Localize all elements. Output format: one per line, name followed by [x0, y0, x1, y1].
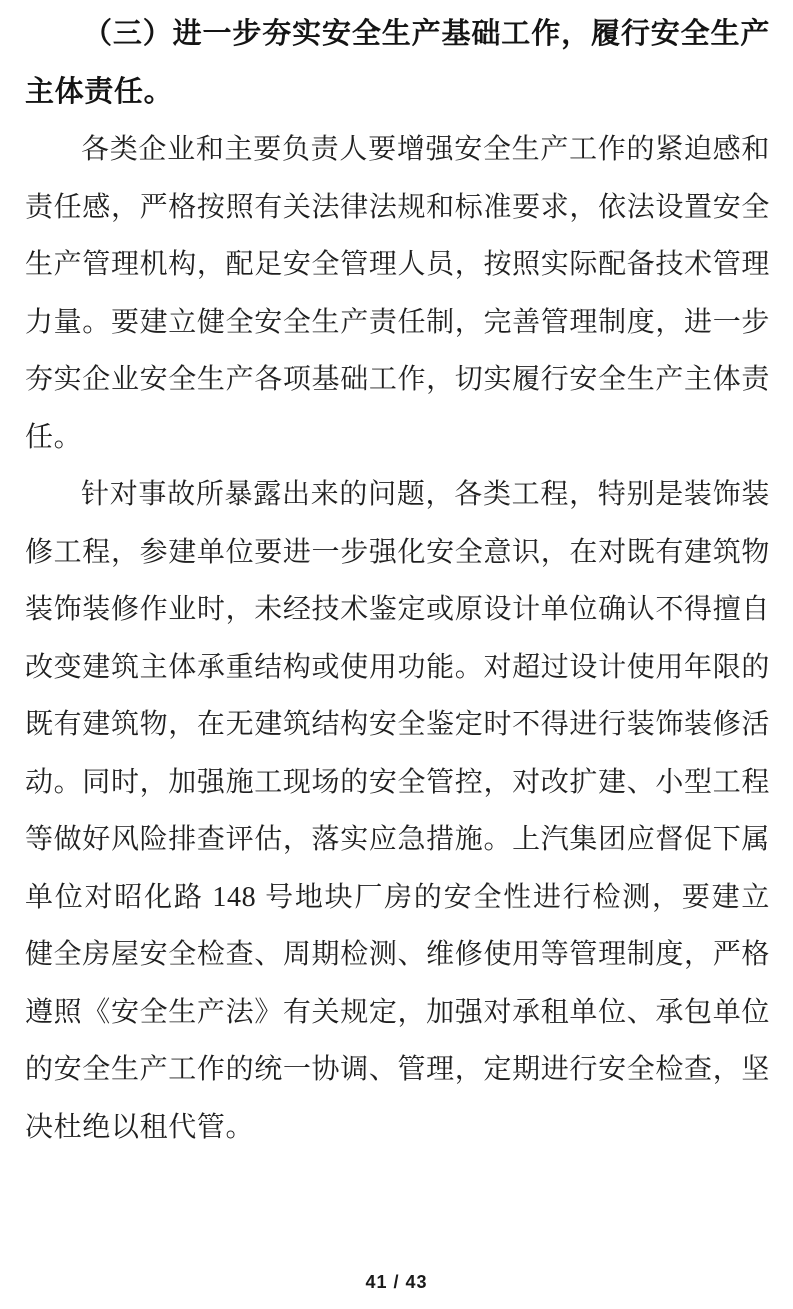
document-body: [25, 6, 770, 1156]
body-paragraph-2: 针对事故所暴露出来的问题，各类工程，特别是装饰装修工程，参建单位要进一步强化安全意识，在对既有建筑物装饰装修作业时，未经技术鉴定或原设计单位确认不得擅自改变建筑主体承重结构或使用功能。对超过设计使用年限的既有建筑物，在无建筑结构安全鉴定时不得进行装饰装修活动。同时，加强施工现场的安全管控，对改扩建、小型工程等做好风险排查评估，落实应急措施。上汽集团应督促下属单位对昭化路 148 号地块厂房的安全性进行检测，要建立健全房屋安全检查、周期检测、维修使用等管理制度，严格遵照《安全生产法》有关规定，加强对承租单位、承包单位的安全生产工作的统一协调、管理，定期进行安全检查，坚决杜绝以租代管。: [25, 479, 770, 1143]
section-heading: （三）进一步夯实安全生产基础工作，履行安全生产主体责任。: [25, 18, 770, 108]
page-number: 41 / 43: [365, 1272, 428, 1292]
body-paragraph-1: 各类企业和主要负责人要增强安全生产工作的紧迫感和责任感，严格按照有关法律法规和标准要求，依法设置安全生产管理机构，配足安全管理人员，按照实际配备技术管理力量。要建立健全安全生产责任制，完善管理制度，进一步夯实企业安全生产各项基础工作，切实履行安全生产主体责任。: [25, 134, 770, 453]
